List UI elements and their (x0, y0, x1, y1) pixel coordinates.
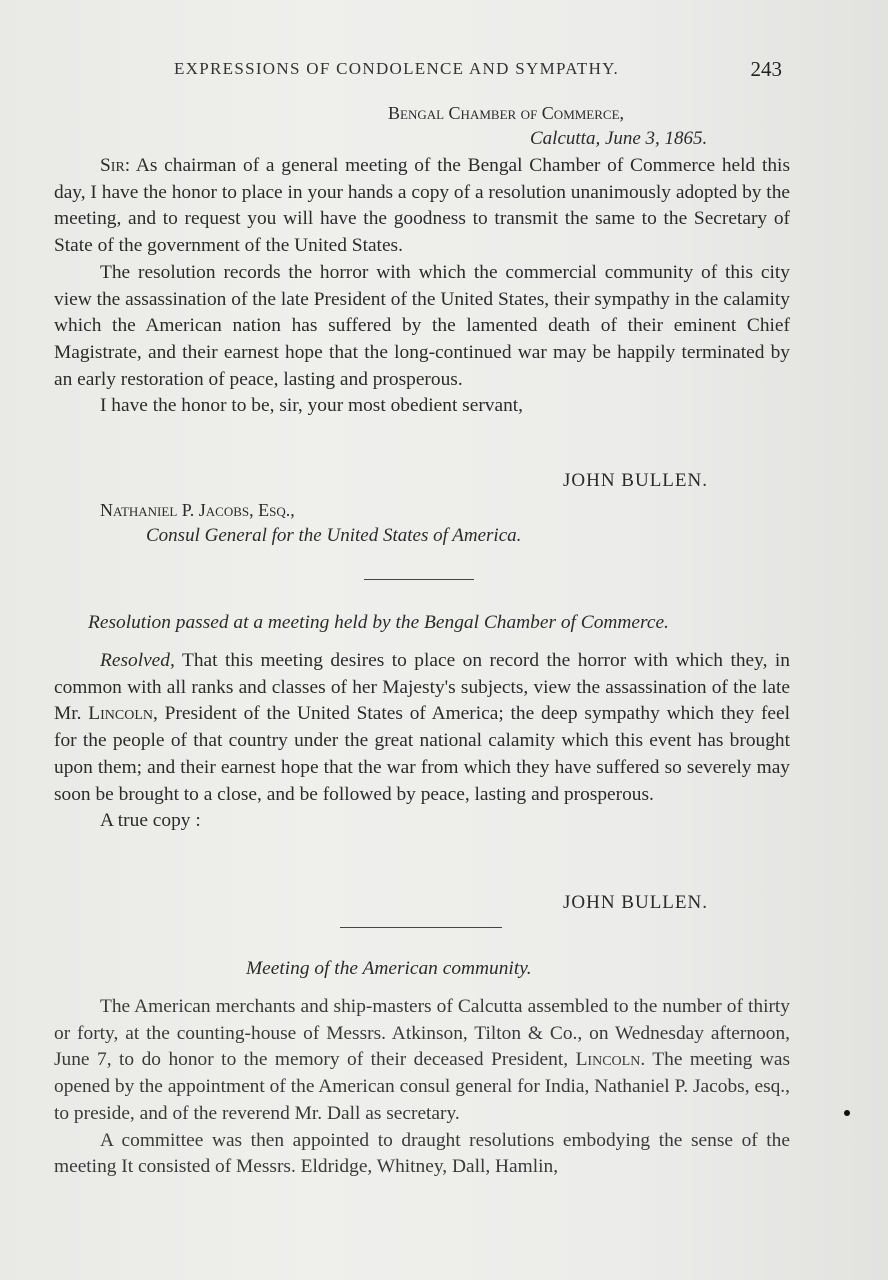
letter-salutation: Sir: (100, 155, 131, 176)
ink-spot (844, 1110, 850, 1116)
addressee-title: Consul General for the United States of America. (146, 525, 522, 546)
letter-sender: Bengal Chamber of Commerce, (388, 103, 625, 123)
letter-paragraph-2: The resolution records the horror with which the commercial community of this city view the assassination of the late President of the United States, their sympathy in the calamity which the American nation has suffered by the lamented death of their eminent Chief Magistrate, and their earnest hope that the long-continued war may be happily terminated by an early restoration of peace, lasting and prosperous. (54, 261, 790, 390)
meeting-heading: Meeting of the American community. (246, 958, 532, 979)
page-number: 243 (750, 57, 782, 81)
meeting-body (54, 994, 790, 1181)
meeting-paragraph-1 (54, 994, 790, 1128)
running-head (150, 57, 790, 81)
letter-signature: JOHN BULLEN. (563, 470, 708, 491)
resolution-text-2: , President of the United States of America; the deep sympathy which they feel for the people of that country under the great national calamity which this event has brought upon them; and their earnest hope that the war from which they have suffered so severely may soon be brought to a close, and be followed by peace, lasting and prosperous. (54, 703, 791, 805)
letter-closing: I have the honor to be, sir, your most obedient servant, (100, 395, 524, 417)
resolution-text-1: That this meeting desires to place on record the horror with which they, in common with all ranks and classes of her Majesty's subjects, view the assassination of the late Mr. (54, 650, 790, 725)
meeting-lincoln: Lincoln (575, 1049, 641, 1071)
section-divider-2 (340, 927, 502, 928)
resolution-paragraph (54, 648, 790, 808)
true-copy-line: A true copy : (100, 810, 201, 832)
letter-paragraph-1 (54, 153, 790, 260)
letter-body (54, 153, 790, 420)
resolution-heading: Resolution passed at a meeting held by the Bengal Chamber of Commerce. (88, 612, 669, 633)
resolved-word: Resolved, (100, 650, 175, 671)
meeting-text-1a: The American merchants and ship-masters of Calcutta assembled to the number of thirty or forty, at the counting-house of Messrs. Atkinson, Tilton & Co., on Wednesday afternoon, June 7, to do honor to the memory of their deceased President, (54, 996, 790, 1071)
meeting-text-1b: . The meeting was opened by the appointment of the American consul general for India, Nathaniel P. Jacobs, esq., to preside, and of the reverend Mr. Dall as secretary. (54, 1049, 791, 1124)
meeting-paragraph-2: A committee was then appointed to draught resolutions embodying the sense of the meeting It consisted of Messrs. Eldridge, Whitney, Dall, Hamlin, (54, 1129, 790, 1178)
section-divider (364, 579, 474, 580)
letter-paragraph-1-text: As chairman of a general meeting of the Bengal Chamber of Commerce held this day, I have the honor to place in your hands a copy of a resolution unanimously adopted by the meeting, and to request you will have the goodness to transmit the same to the Secretary of State of the government of the United States. (54, 155, 790, 257)
letter-place-date: Calcutta, June 3, 1865. (530, 128, 708, 149)
resolution-signature: JOHN BULLEN. (563, 892, 708, 913)
resolution-body (54, 648, 790, 835)
resolution-lincoln: Lincoln (88, 703, 154, 725)
addressee-name: Nathaniel P. Jacobs, Esq., (100, 500, 295, 520)
running-head-title: EXPRESSIONS OF CONDOLENCE AND SYMPATHY. (174, 59, 620, 78)
